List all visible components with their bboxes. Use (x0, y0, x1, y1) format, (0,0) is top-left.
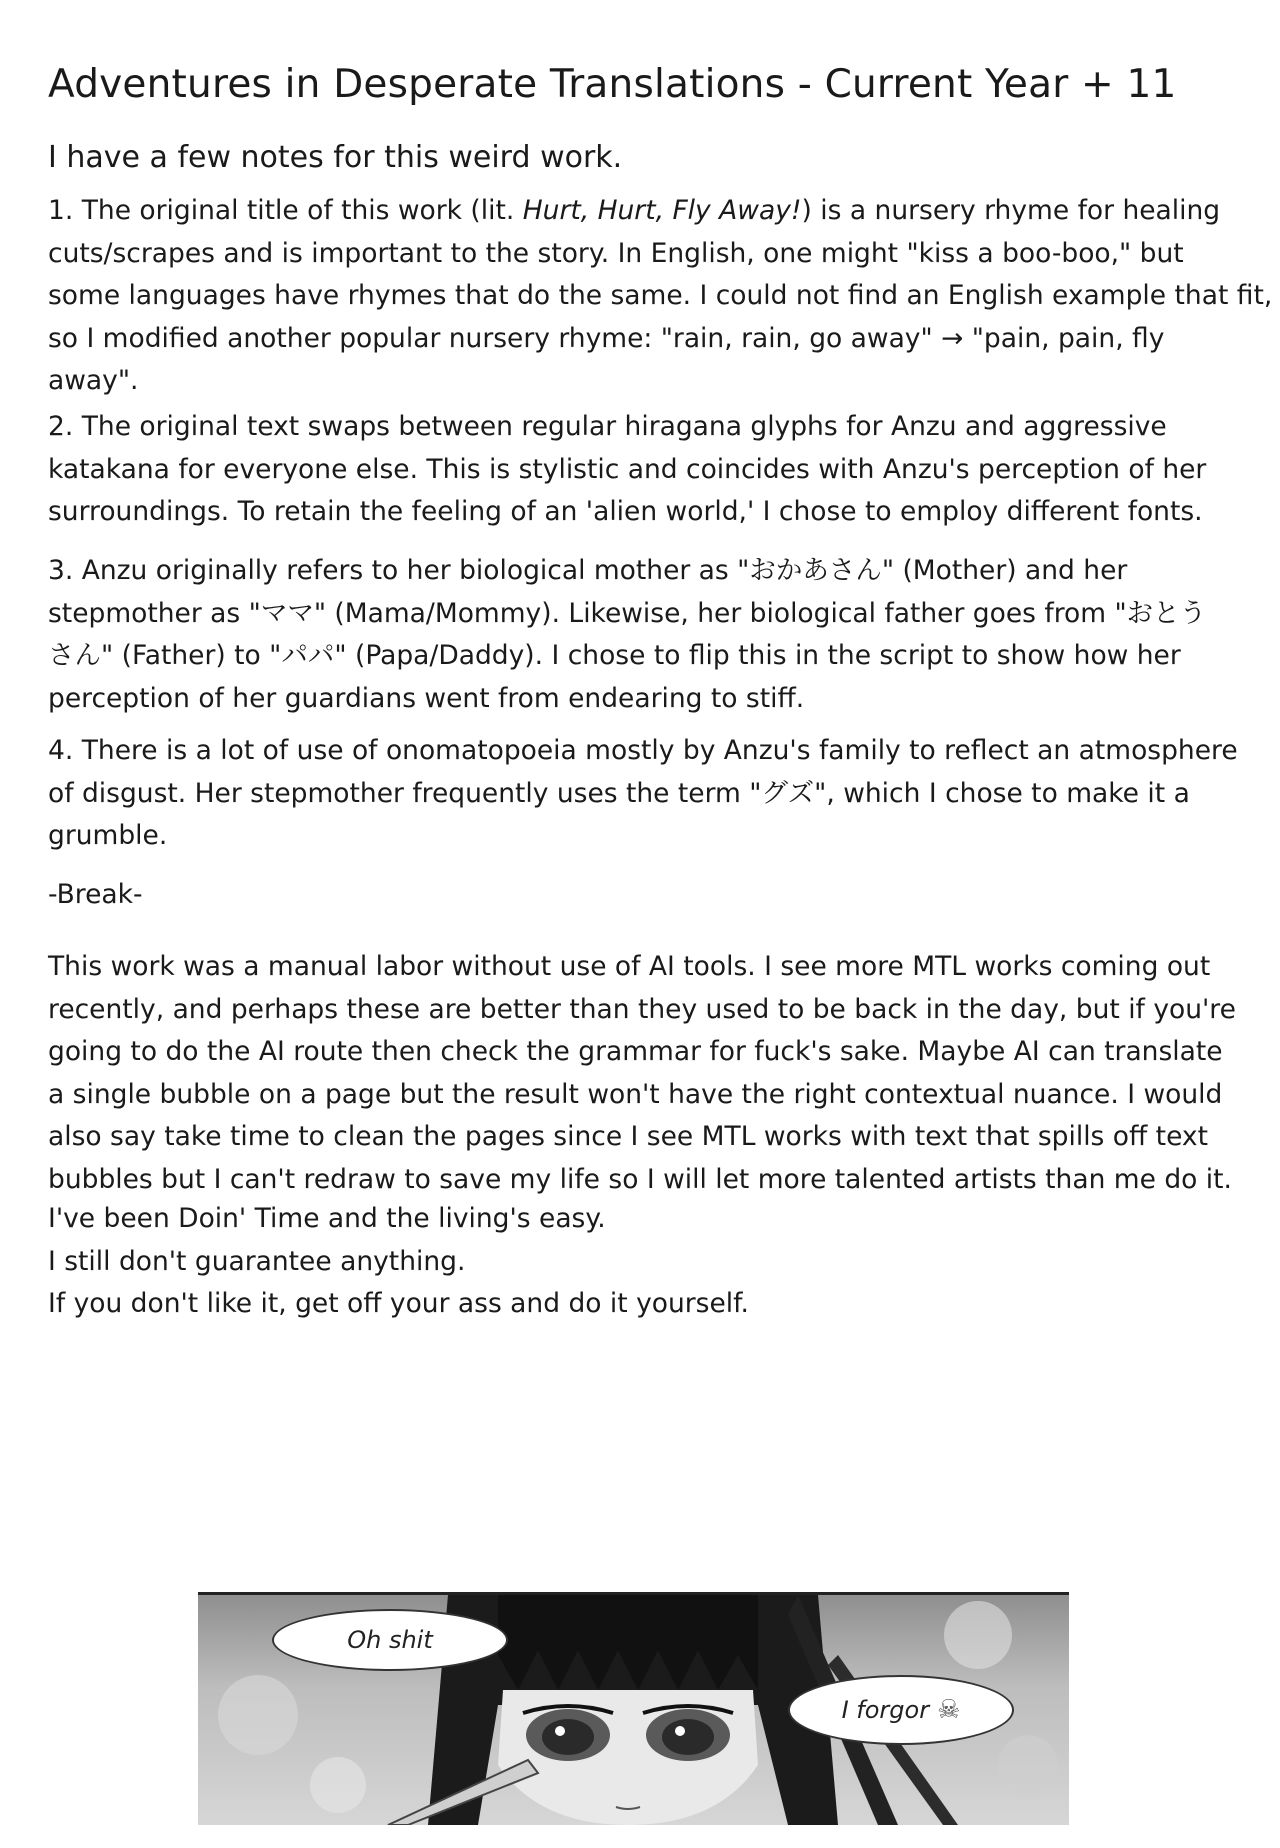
note-1-line-1-end: ) is a nursery rhyme for healing (801, 195, 1221, 226)
break-label: -Break- (48, 879, 143, 910)
note-2-line-1: 2. The original text swaps between regular hiragana glyphs for Anzu and aggressive (48, 411, 1167, 442)
ai-paragraph-line-1: This work was a manual labor without use of AI tools. I see more MTL works coming out (48, 951, 1211, 982)
note-1-line-1-start: 1. The original title of this work (lit. (48, 195, 523, 226)
note-3-line-2: stepmother as "ママ" (Mama/Mommy). Likewise, her biological father goes from "おとう (48, 597, 1207, 629)
note-1-line-3: some languages have rhymes that do the same. I could not find an English example that fit, (48, 280, 1273, 311)
speech-bubble-2 (788, 1675, 1014, 1745)
ai-paragraph-line-6: bubbles but I can't redraw to save my life so I will let more talented artists than me do it. (48, 1163, 1232, 1195)
section-break (48, 874, 1248, 917)
intro-line: I have a few notes for this weird work. (48, 140, 623, 175)
closing-line-2: I still don't guarantee anything. (48, 1245, 466, 1277)
note-3-line-3: さん" (Father) to "パパ" (Papa/Daddy). I chose to flip this in the script to show how her (48, 640, 1181, 671)
speech-bubble-2-text: I forgor (841, 1696, 930, 1724)
note-4-line-2: of disgust. Her stepmother frequently uses the term "グズ", which I chose to make it a (48, 777, 1190, 809)
note-3-line-1: 3. Anzu originally refers to her biological mother as "おかあさん" (Mother) and her (48, 555, 1128, 586)
closing-lines (48, 1198, 1248, 1326)
closing-line-3: If you don't like it, get off your ass and do it yourself. (48, 1288, 749, 1319)
speech-bubble-1 (272, 1609, 508, 1671)
ai-paragraph-line-2: recently, and perhaps these are better than they used to be back in the day, but if you're (48, 993, 1236, 1025)
note-2-line-3: surroundings. To retain the feeling of an 'alien world,' I chose to employ different fonts. (48, 496, 1203, 527)
ai-paragraph-line-5: also say take time to clean the pages since I see MTL works with text that spills off text (48, 1121, 1208, 1152)
note-3 (48, 550, 1248, 720)
note-4-line-3: grumble. (48, 820, 168, 851)
note-4 (48, 730, 1248, 858)
speech-bubble-1-text: Oh shit (347, 1626, 433, 1654)
note-3-line-4: perception of her guardians went from endearing to stiff. (48, 682, 805, 714)
note-1-line-4: so I modified another popular nursery rhyme: "rain, rain, go away" → "pain, pain, fly (48, 322, 1165, 354)
note-4-line-1: 4. There is a lot of use of onomatopoeia mostly by Anzu's family to reflect an atmosphere (48, 735, 1238, 766)
note-2 (48, 406, 1248, 534)
skull-icon: ☠ (937, 1695, 961, 1725)
note-2-line-2: katakana for everyone else. This is stylistic and coincides with Anzu's perception of her (48, 453, 1207, 485)
ai-paragraph (48, 946, 1248, 1201)
note-1 (48, 190, 1273, 403)
ai-paragraph-line-4: a single bubble on a page but the result won't have the right contextual nuance. I would (48, 1078, 1223, 1110)
document-title: Adventures in Desperate Translations - Current Year + 11 (48, 62, 1177, 107)
ai-paragraph-line-3: going to do the AI route then check the grammar for fuck's sake. Maybe AI can translate (48, 1036, 1223, 1067)
note-1-line-2: cuts/scrapes and is important to the story. In English, one might "kiss a boo-boo," but (48, 237, 1184, 269)
closing-line-1: I've been Doin' Time and the living's easy. (48, 1203, 606, 1234)
original-title-literal: Hurt, Hurt, Fly Away! (522, 195, 802, 226)
manga-panel (198, 1592, 1069, 1825)
note-1-line-1 (48, 190, 1248, 233)
note-1-line-5: away". (48, 365, 139, 396)
